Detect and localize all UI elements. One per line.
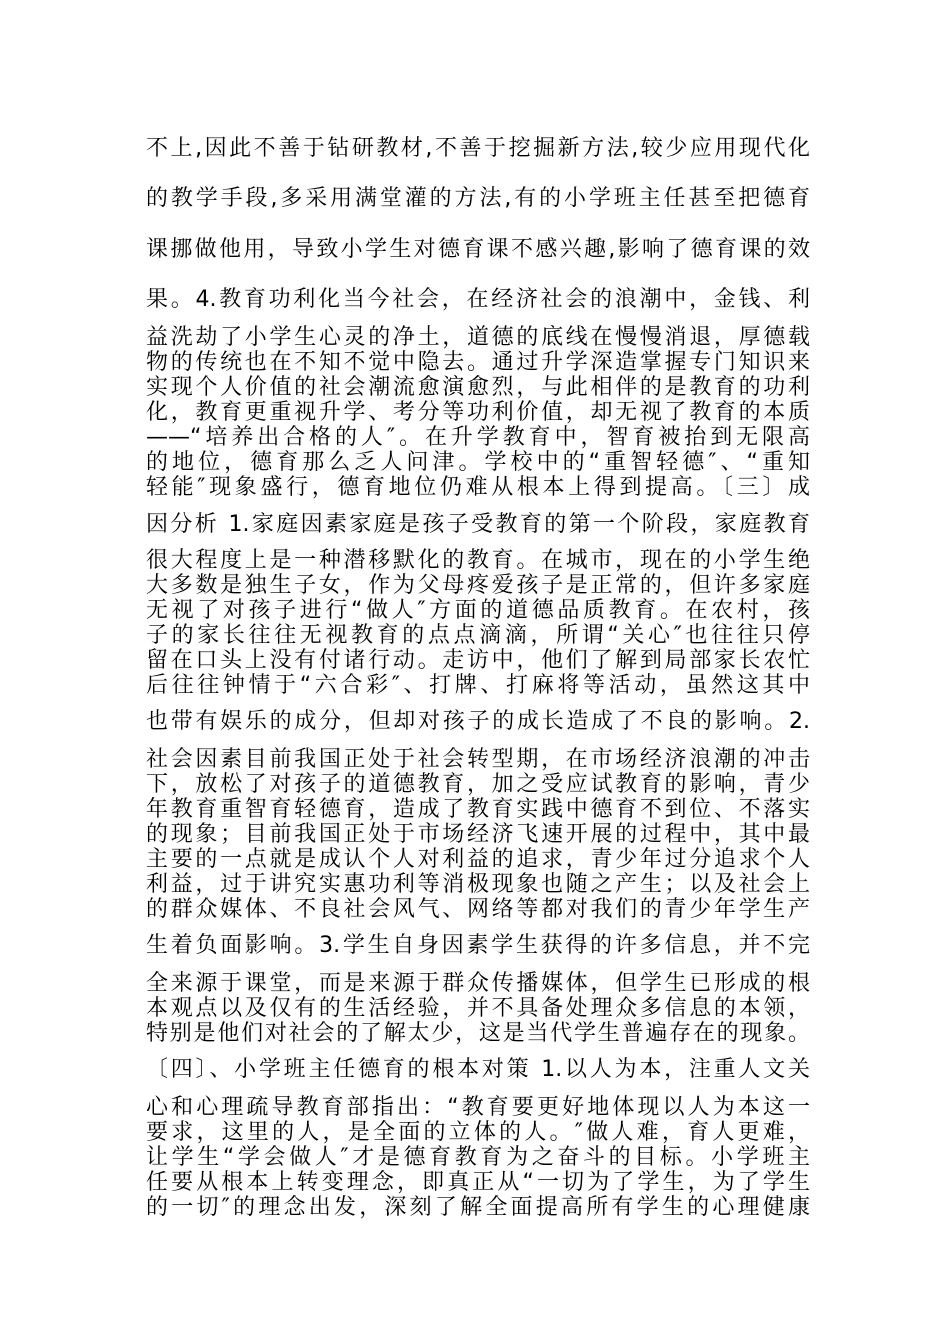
text-line: 的地位，德育那么乏人问津。学校中的“重智轻德″、“重知 (146, 450, 810, 475)
text-line: 的现象；目前我国正处于市场经济飞速开展的过程中，其中最 (146, 822, 810, 847)
text-line: 果。4.教育功利化当今社会，在经济社会的浪潮中，金钱、利 (146, 287, 810, 312)
text-line: 化，教育更重视升学、考分等功利价值，却无视了教育的本质 (146, 400, 810, 425)
text-line: 实现个人价值的社会潮流愈演愈烈，与此相伴的是教育的功利 (146, 375, 810, 400)
text-line: 主要的一点就是成认个人对利益的追求，青少年过分追求个人 (146, 847, 810, 872)
text-line: 因分析 1.家庭因素家庭是孩子受教育的第一个阶段，家庭教育 (146, 512, 810, 537)
text-line: 〔四〕、小学班主任德育的根本对策 1.以人为本，注重人文关 (146, 1057, 810, 1082)
text-line: 留在口头上没有付诸行动。走访中，他们了解到局部家长农忙 (146, 648, 810, 673)
text-line: 利益，过于讲究实惠功利等消极现象也随之产生；以及社会上 (146, 872, 810, 897)
text-line: 让学生“学会做人″才是德育教育为之奋斗的目标。小学班主 (146, 1145, 810, 1170)
text-line: 的教学手段,多采用满堂灌的方法,有的小学班主任甚至把德育 (146, 186, 810, 211)
text-line: 的群众媒体、不良社会风气、网络等都对我们的青少年学生产 (146, 897, 810, 922)
text-line: 全来源于课堂，而是来源于群众传播媒体，但学生已形成的根 (146, 971, 810, 996)
text-line: 要求，这里的人，是全面的立体的人。″做人难，育人更难， (146, 1120, 810, 1145)
text-line: 轻能″现象盛行，德育地位仍难从根本上得到提高。〔三〕成 (146, 475, 810, 500)
text-line: 的一切″的理念出发，深刻了解全面提高所有学生的心理健康 (146, 1195, 810, 1220)
text-line: 不上,因此不善于钻研教材,不善于挖掘新方法,较少应用现代化 (146, 136, 810, 161)
text-line: 社会因素目前我国正处于社会转型期，在市场经济浪潮的冲击 (146, 747, 810, 772)
text-line: 年教育重智育轻德育，造成了教育实践中德育不到位、不落实 (146, 797, 810, 822)
text-line: 益洗劫了小学生心灵的净土，道德的底线在慢慢消退，厚德载 (146, 325, 810, 350)
text-line: 心和心理疏导教育部指出：“教育要更好地体现以人为本这一 (146, 1095, 810, 1120)
text-line: 本观点以及仅有的生活经验，并不具备处理众多信息的本领， (146, 996, 810, 1021)
text-line: 特别是他们对社会的了解太少，这是当代学生普遍存在的现象。 (146, 1021, 810, 1046)
text-line: 物的传统也在不知不觉中隐去。通过升学深造掌握专门知识来 (146, 350, 810, 375)
text-line: 很大程度上是一种潜移默化的教育。在城市，现在的小学生绝 (146, 548, 810, 573)
text-line: 课挪做他用，导致小学生对德育课不感兴趣,影响了德育课的效 (146, 237, 810, 262)
text-line: 子的家长往往无视教育的点点滴滴，所谓“关心″也往往只停 (146, 623, 810, 648)
text-line: 下，放松了对孩子的道德教育，加之受应试教育的影响，青少 (146, 772, 810, 797)
text-line: 任要从根本上转变理念，即真正从“一切为了学生，为了学生 (146, 1170, 810, 1195)
text-line: 生着负面影响。3.学生自身因素学生获得的许多信息，并不完 (146, 933, 810, 958)
text-line: 大多数是独生子女，作为父母疼爱孩子是正常的，但许多家庭 (146, 573, 810, 598)
text-line: 无视了对孩子进行“做人″方面的道德品质教育。在农村，孩 (146, 598, 810, 623)
text-line: 也带有娱乐的成分，但却对孩子的成长造成了不良的影响。2. (146, 709, 810, 734)
text-line: 后往往钟情于“六合彩″、打牌、打麻将等活动，虽然这其中 (146, 673, 810, 698)
text-line: ——“培养出合格的人″。在升学教育中，智育被抬到无限高 (146, 425, 810, 450)
